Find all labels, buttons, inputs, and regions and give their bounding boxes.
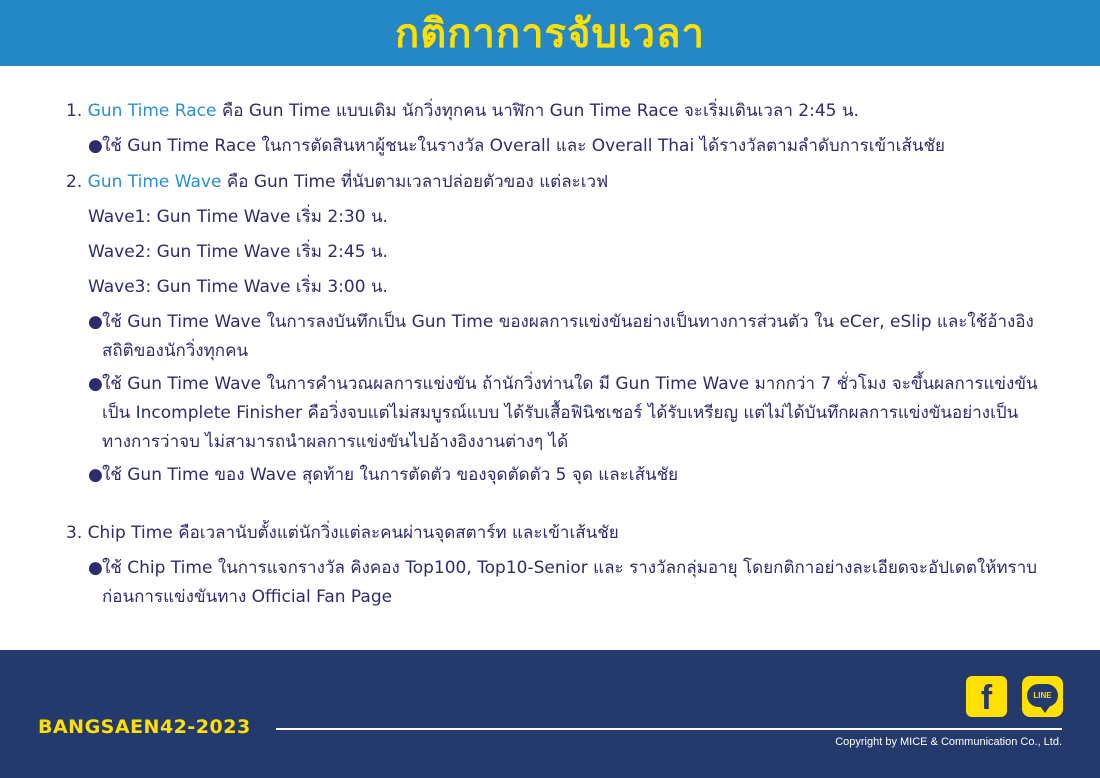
wave-3-line: Wave3: Gun Time Wave เริ่ม 3:00 น. [88, 277, 388, 297]
line-bubble [1027, 684, 1058, 707]
rule-2-number: 2. [66, 172, 83, 192]
bullet-text: ใช้ Chip Time ในการแจกรางวัล คิงคอง Top100, Top10-Senior และ รางวัลกลุ่มอายุ โดยกติกาอย่างละเอียดจะอัปเดตให้ทราบก่อนการแข่งขันทาง Official Fan Page [102, 558, 1038, 607]
bullet-text: ใช้ Gun Time Wave ในการคำนวณผลการแข่งขัน ถ้านักวิ่งท่านใด มี Gun Time Wave มากกว่า 7 ชั่วโมง จะขึ้นผลการแข่งขันเป็น Incomplete Finisher คือวิ่งจบแต่ไม่สมบูรณ์แบบ ได้รับเสื้อฟินิชเชอร์ ได้รับเหรียญ แต่ไม่ได้บันทึกผลการแข่งขันอย่างเป็นทางการว่าจบ ไม่สามารถนำผลการแข่งขันไปอ้างอิงงานต่างๆ ได้ [102, 374, 1038, 452]
facebook-glyph: f [980, 679, 993, 717]
bullet-text: ใช้ Gun Time ของ Wave สุดท้าย ในการตัดตัว ของจุดตัดตัว 5 จุด และเส้นชัย [102, 465, 679, 485]
rule-2 [66, 165, 1046, 200]
copyright-text: Copyright by MICE & Communication Co., Ltd. [835, 736, 1062, 748]
bullet-dot: ● [88, 465, 103, 485]
page-title: กติกาการจับเวลา [395, 11, 705, 57]
wave-1-line: Wave1: Gun Time Wave เริ่ม 2:30 น. [88, 207, 388, 227]
line-label: LINE [1033, 690, 1052, 700]
bullet-dot: ● [88, 136, 103, 156]
facebook-icon[interactable] [966, 676, 1007, 717]
footer-bar [0, 650, 1100, 778]
bullet-text: ใช้ Gun Time Race ในการตัดสินหาผู้ชนะในรางวัล Overall และ Overall Thai ได้รางวัลตามลำดับการเข้าเส้นชัย [102, 136, 945, 156]
rule-2-term: Gun Time Wave [87, 172, 222, 192]
rule-3-bullet-1 [66, 554, 1046, 612]
rule-1-text: คือ Gun Time แบบเดิม นักวิ่งทุกคน นาฬิกา Gun Time Race จะเริ่มเดินเวลา 2:45 น. [221, 101, 859, 121]
rule-3: 3. Chip Time คือเวลานับตั้งแต่นักวิ่งแต่ละคนผ่านจุดสตาร์ท และเข้าเส้นชัย [66, 523, 619, 543]
rule-2-bullet-2 [66, 370, 1046, 457]
header-bar [0, 0, 1100, 66]
bullet-dot: ● [88, 374, 103, 394]
brand-name: BANGSAEN42-2023 [38, 716, 251, 738]
rule-2-bullet-1 [66, 308, 1046, 366]
rule-1-term: Gun Time Race [87, 101, 217, 121]
rule-1-number: 1. [66, 101, 83, 121]
line-icon[interactable] [1022, 676, 1063, 717]
footer-divider [276, 728, 1062, 730]
bullet-text: ใช้ Gun Time Wave ในการลงบันทึกเป็น Gun Time ของผลการแข่งขันอย่างเป็นทางการส่วนตัว ใน eCer, eSlip และใช้อ้างอิงสถิติของนักวิ่งทุกคน [102, 312, 1034, 361]
bullet-dot: ● [88, 558, 103, 578]
section-spacer [66, 494, 1046, 516]
rule-2-bullet-3 [66, 461, 1046, 490]
rule-1-bullet-1 [66, 132, 1046, 161]
rule-2-text: คือ Gun Time ที่นับตามเวลาปล่อยตัวของ แต่ละเวฟ [226, 172, 609, 192]
rules-content [66, 94, 1046, 616]
rule-1 [66, 94, 1046, 129]
wave-2-line: Wave2: Gun Time Wave เริ่ม 2:45 น. [88, 242, 388, 262]
bullet-dot: ● [88, 312, 103, 332]
